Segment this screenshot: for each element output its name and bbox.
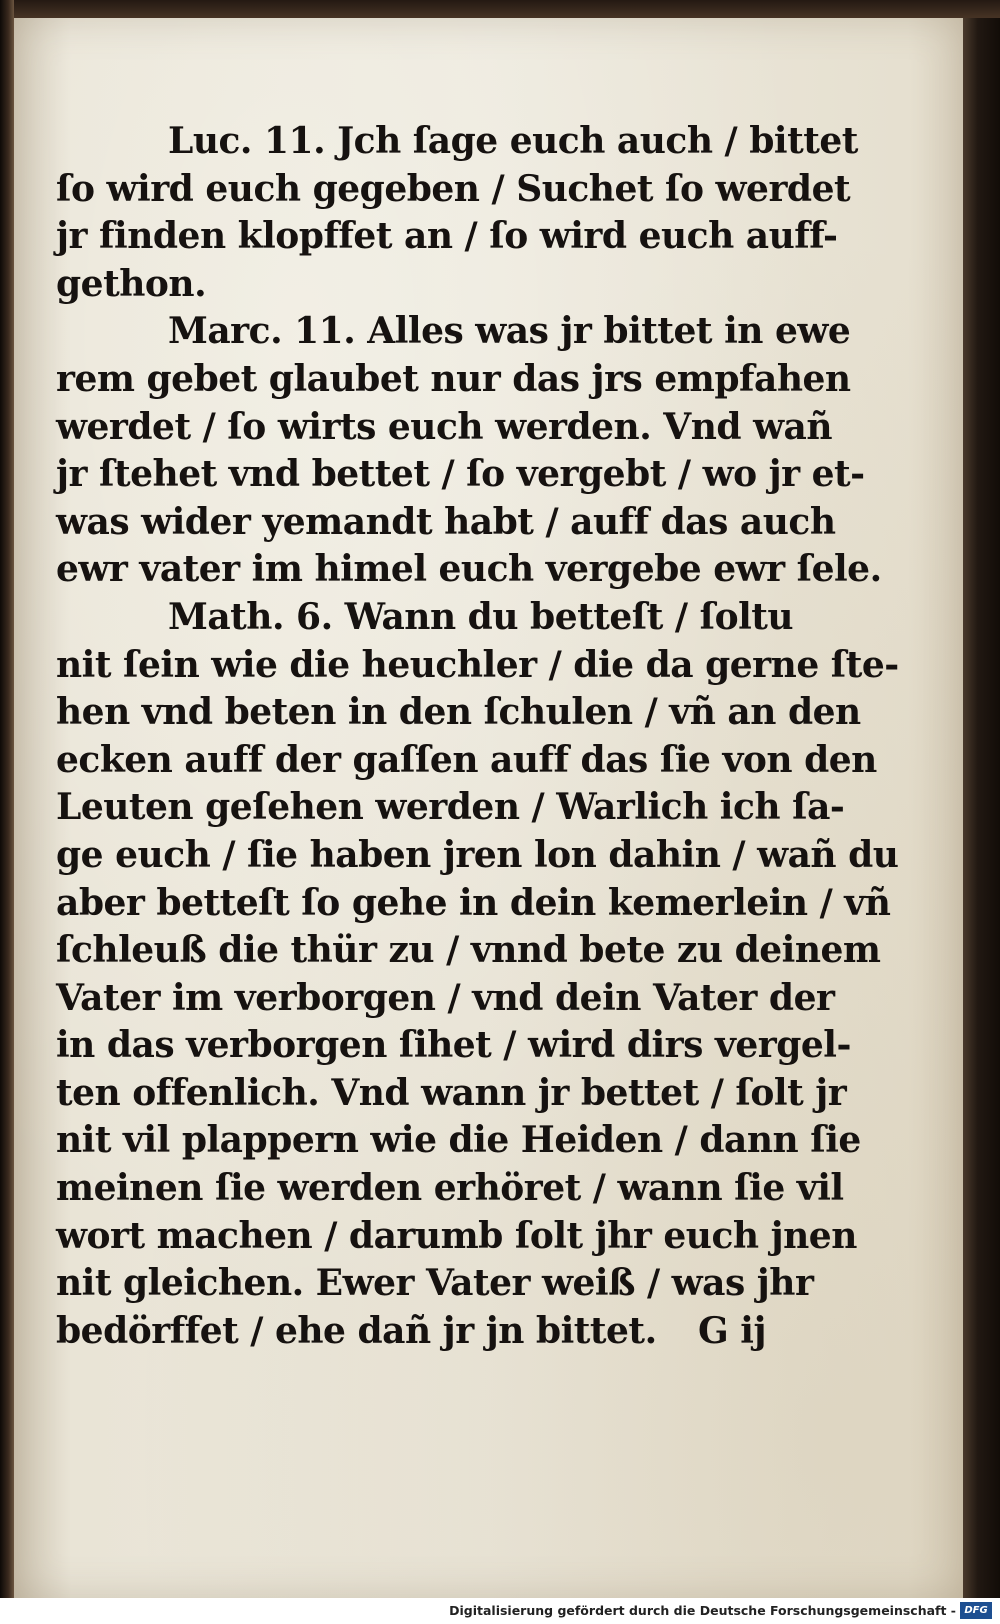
text-line-content: ten offenlich. Vnd wann jr bettet / ſolt jr xyxy=(56,1071,847,1114)
book-cover-top-edge xyxy=(0,0,1000,20)
text-line xyxy=(56,689,861,737)
text-line xyxy=(56,166,851,214)
text-line xyxy=(56,451,865,499)
text-line xyxy=(56,404,833,452)
text-line-content: Math. 6. Wann du betteſt / ſoltu xyxy=(168,595,794,638)
text-line-content: jr ſtehet vnd bettet / ſo vergebt / wo jr et- xyxy=(56,453,865,496)
text-line-content: ewr vater im himel euch vergebe ewr ſele. xyxy=(56,548,882,591)
text-line xyxy=(56,118,858,166)
text-line-content: werdet / ſo wirts euch werden. Vnd wañ xyxy=(56,405,833,448)
digitization-footer xyxy=(0,1598,1000,1624)
text-line xyxy=(56,975,835,1023)
text-line-content: meinen ſie werden erhöret / wann ſie vil xyxy=(56,1167,844,1210)
text-line-content: ſo wird euch gegeben / Suchet ſo werdet xyxy=(56,167,851,210)
text-line-content: in das verborgen ſihet / wird dirs vergel- xyxy=(56,1024,851,1067)
text-line-content: rem gebet glaubet nur das jrs empfahen xyxy=(56,357,851,400)
text-line xyxy=(56,594,794,642)
text-line xyxy=(56,642,899,690)
text-line xyxy=(56,737,877,785)
text-line xyxy=(56,832,899,880)
text-line xyxy=(56,546,882,594)
signature-mark: G ij xyxy=(698,1309,766,1352)
text-line xyxy=(56,1213,857,1261)
text-line-content: Vater im verborgen / vnd dein Vater der xyxy=(56,976,835,1019)
page-text-block xyxy=(56,118,899,1355)
digitization-credit: Digitalisierung gefördert durch die Deutsche Forschungsgemeinschaft - xyxy=(449,1603,956,1618)
text-line xyxy=(56,927,881,975)
book-cover-right-edge xyxy=(963,18,1000,1598)
text-line xyxy=(56,1070,847,1118)
text-line-content: wort machen / darumb ſolt jhr euch jnen xyxy=(56,1214,857,1257)
text-line xyxy=(56,356,851,404)
text-line-content: Marc. 11. Alles was jr bittet in ewe xyxy=(168,310,851,353)
text-line-content: Luc. 11. Jch ſage euch auch / bittet xyxy=(168,120,858,162)
text-line-content: hen vnd beten in den ſchulen / vñ an den xyxy=(56,691,861,734)
text-line xyxy=(56,308,851,356)
text-line xyxy=(56,1260,814,1308)
text-line xyxy=(56,213,838,261)
text-line-content: was wider yemandt habt / auff das auch xyxy=(56,500,836,543)
book-page xyxy=(14,18,965,1598)
text-line-content: ge euch / ſie haben jren lon dahin / wañ du xyxy=(56,833,899,876)
text-line xyxy=(56,499,836,547)
text-line xyxy=(56,261,776,309)
text-line xyxy=(56,1117,861,1165)
text-line-content: aber betteſt ſo gehe in dein kemerlein / vñ xyxy=(56,881,891,924)
text-line-content: ecken auff der gaſſen auff das ſie von den xyxy=(56,738,877,781)
text-line-content: nit gleichen. Ewer Vater weiß / was jhr xyxy=(56,1262,814,1305)
text-line-content: nit ſein wie die heuchler / die da gerne ſte- xyxy=(56,643,899,686)
text-line-content: ſchleuß die thür zu / vnnd bete zu deinem xyxy=(56,929,881,972)
text-line xyxy=(56,1022,851,1070)
text-line-content: gethon. xyxy=(56,262,207,305)
text-line-content: jr finden klopffet an / ſo wird euch auff- xyxy=(56,215,838,258)
text-line xyxy=(56,1308,776,1356)
text-line xyxy=(56,880,891,928)
text-line xyxy=(56,784,845,832)
text-line-content: bedörffet / ehe dañ jr jn bittet. xyxy=(56,1309,657,1352)
text-line-content: Leuten geſehen werden / Warlich ich ſa- xyxy=(56,786,845,829)
book-binding-left-edge xyxy=(0,0,14,1624)
text-line xyxy=(56,1165,844,1213)
dfg-logo: DFG xyxy=(960,1602,992,1619)
text-line-content: nit vil plappern wie die Heiden / dann ſie xyxy=(56,1119,861,1162)
